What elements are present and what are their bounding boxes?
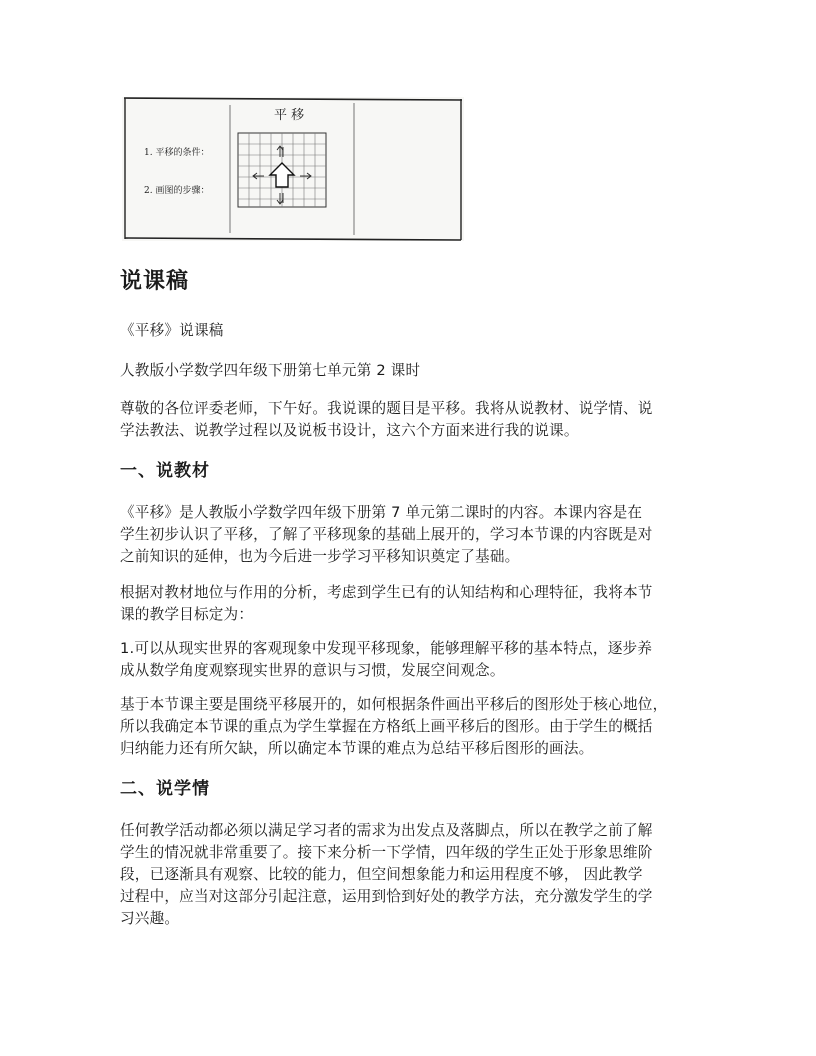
board-title: 平 移 — [274, 108, 305, 123]
text-line: 基于本节课主要是围绕平移展开的，如何根据条件画出平移后的图形处于核心地位， — [120, 696, 668, 713]
student-analysis-paragraph — [120, 820, 702, 930]
teaching-goal-1 — [120, 638, 702, 682]
arrow-shape — [270, 163, 294, 187]
text-line: 归纳能力还有所欠缺，所以确定本节课的难点为总结平移后图形的画法。 — [120, 740, 594, 757]
blackboard-design-image — [122, 97, 464, 241]
text-line: 之前知识的延伸，也为今后进一步学习平移知识奠定了基础。 — [120, 548, 520, 565]
blackboard-sketch — [122, 97, 464, 241]
textbook-paragraph-1 — [120, 502, 702, 568]
text-line: 成从数学角度观察现实世界的意识与习惯，发展空间观念。 — [120, 662, 505, 679]
edition-info: 人教版小学数学四年级下册第七单元第 2 课时 — [120, 362, 421, 379]
text-line: 学法教法、说教学过程以及说板书设计，这六个方面来进行我的说课。 — [120, 422, 579, 439]
textbook-paragraph-2 — [120, 582, 702, 626]
document-title: 说课稿 — [120, 269, 190, 294]
text-line: 过程中，应当对这部分引起注意，运用到恰到好处的教学方法，充分激发学生的学 — [120, 888, 653, 905]
lesson-subtitle: 《平移》说课稿 — [120, 322, 224, 339]
text-line: 所以我确定本节课的重点为学生掌握在方格纸上画平移后的图形。由于学生的概括 — [120, 718, 653, 735]
text-line: 习兴趣。 — [120, 910, 180, 927]
text-line: 任何教学活动都必须以满足学习者的需求为出发点及落脚点，所以在教学之前了解 — [120, 822, 653, 839]
text-line: 1.可以从现实世界的客观现象中发现平移现象，能够理解平移的基本特点，逐步养 — [120, 640, 653, 657]
board-item-steps: 2. 画图的步骤： — [144, 186, 210, 196]
text-line: 学生的情况就非常重要了。接下来分析一下学情，四年级的学生正处于形象思维阶 — [120, 844, 653, 861]
section-heading-student-analysis: 二、说学情 — [120, 779, 210, 799]
text-line: 学生初步认识了平移，了解了平移现象的基础上展开的，学习本节课的内容既是对 — [120, 526, 653, 543]
text-line: 课的教学目标定为： — [120, 606, 254, 623]
key-points-paragraph — [120, 694, 702, 760]
text-line: 根据对教材地位与作用的分析，考虑到学生已有的认知结构和心理特征，我将本节 — [120, 584, 653, 601]
intro-paragraph — [120, 398, 702, 442]
section-heading-textbook: 一、说教材 — [120, 461, 210, 481]
text-line: 尊敬的各位评委老师，下午好。我说课的题目是平移。我将从说教材、说学情、说 — [120, 400, 653, 417]
text-line: 段，已逐渐具有观察、比较的能力，但空间想象能力和运用程度不够， 因此教学 — [120, 866, 643, 883]
board-item-condition: 1. 平移的条件： — [144, 148, 210, 158]
text-line: 《平移》是人教版小学数学四年级下册第 7 单元第二课时的内容。本课内容是在 — [120, 504, 643, 521]
